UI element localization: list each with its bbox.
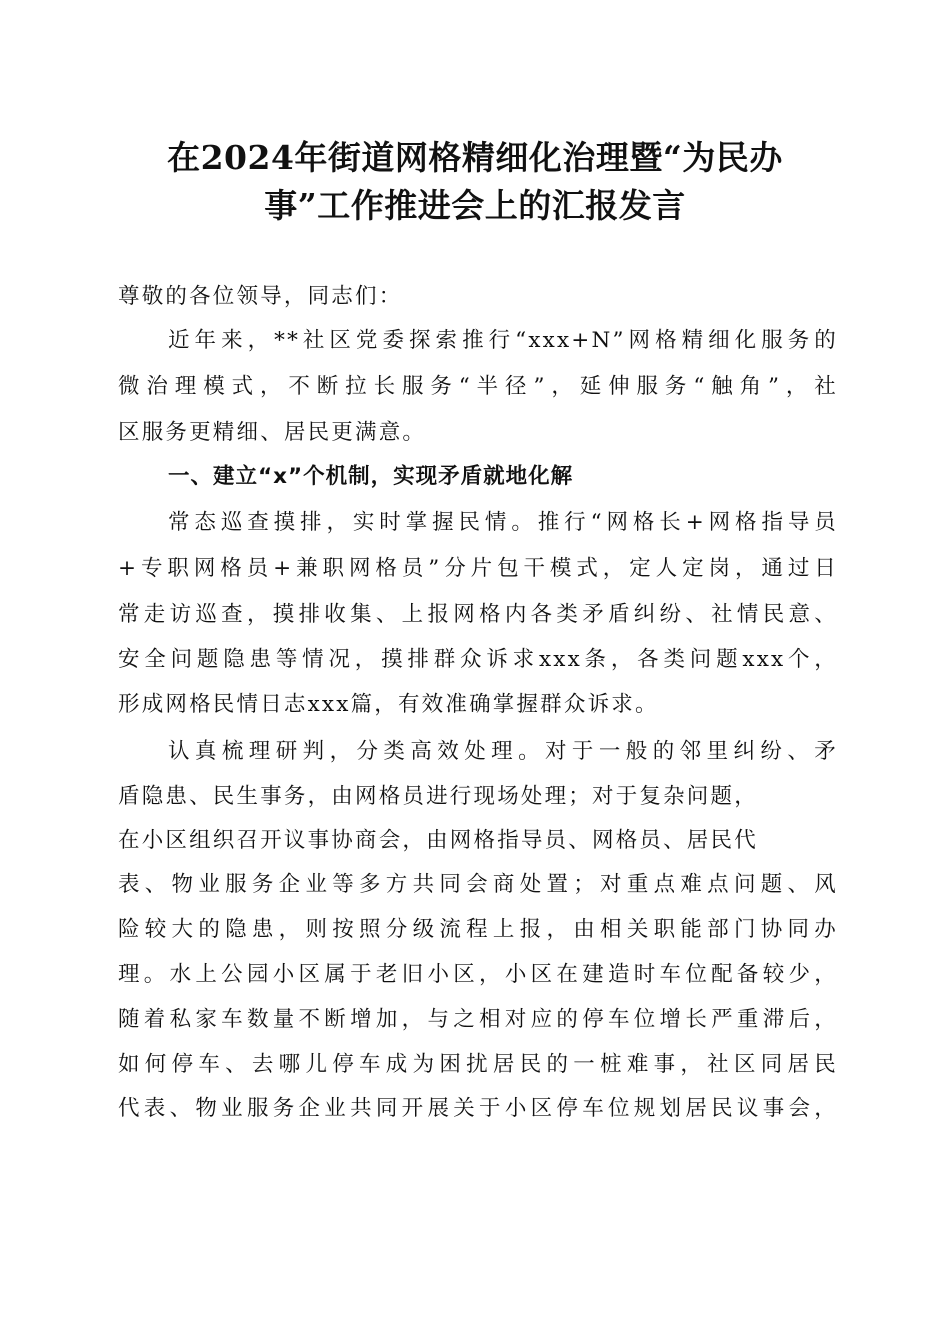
document-title-line-2: 事”工作推进会上的汇报发言 [264, 186, 686, 225]
para-2-line-4: 表、物业服务企业等多方共同会商处置；对重点难点问题、风 [118, 872, 838, 897]
para-2-line-9: 代表、物业服务企业共同开展关于小区停车位规划居民议事会， [118, 1096, 838, 1121]
document-title-line-1: 在2024年街道网格精细化治理暨“为民办 [167, 138, 783, 177]
para-2-line-5: 险较大的隐患，则按照分级流程上报，由相关职能部门协同办 [118, 917, 838, 942]
para-1-line-5: 形成网格民情日志xxx篇，有效准确掌握群众诉求。 [118, 692, 659, 717]
para-2-line-2: 盾隐患、民生事务，由网格员进行现场处理；对于复杂问题， [118, 784, 758, 809]
para-2-line-7: 随着私家车数量不断增加，与之相对应的停车位增长严重滞后， [118, 1007, 838, 1032]
intro-line-2: 微治理模式，不断拉长服务“半径”，延伸服务“触角”，社 [118, 374, 838, 399]
para-1-line-2: +专职网格员+兼职网格员”分片包干模式，定人定岗，通过日 [118, 556, 838, 581]
para-2-line-1: 认真梳理研判，分类高效处理。对于一般的邻里纠纷、矛 [168, 739, 838, 764]
para-2-line-6: 理。水上公园小区属于老旧小区，小区在建造时车位配备较少， [118, 962, 838, 987]
para-1-line-3: 常走访巡查，摸排收集、上报网格内各类矛盾纠纷、社情民意、 [118, 602, 838, 627]
salutation: 尊敬的各位领导，同志们： [118, 284, 403, 309]
para-2-line-3: 在小区组织召开议事协商会，由网格指导员、网格员、居民代 [118, 828, 758, 853]
para-1-line-4: 安全问题隐患等情况，摸排群众诉求xxx条，各类问题xxx个， [118, 647, 838, 672]
section-1-heading: 一、建立“x”个机制，实现矛盾就地化解 [168, 464, 574, 489]
para-1-line-1: 常态巡查摸排，实时掌握民情。推行“网格长+网格指导员 [168, 510, 838, 535]
intro-line-1: 近年来，**社区党委探索推行“xxx+N”网格精细化服务的 [168, 328, 838, 353]
para-2-line-8: 如何停车、去哪儿停车成为困扰居民的一桩难事，社区同居民 [118, 1052, 838, 1077]
intro-line-3: 区服务更精细、居民更满意。 [118, 420, 427, 445]
